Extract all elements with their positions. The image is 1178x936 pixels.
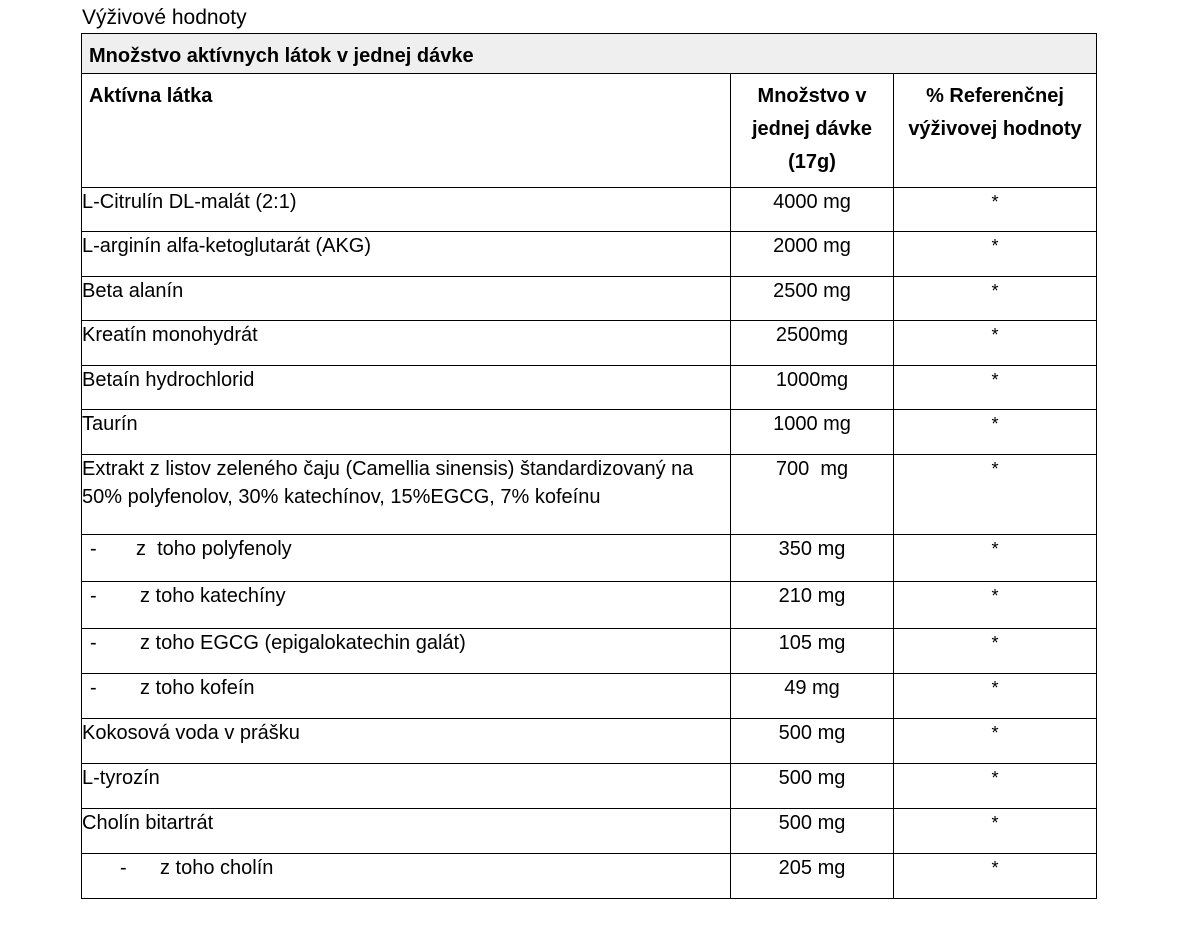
table-row: [82, 277, 1097, 321]
ingredient-name: z toho kofeín: [140, 677, 255, 699]
ingredient-reference: [894, 719, 1097, 764]
column-header-reference: % Referenčnej výživovej hodnoty: [894, 74, 1097, 188]
reference-value: *: [991, 678, 999, 698]
ingredient-amount: 205 mg: [731, 854, 894, 899]
ingredient-amount: 1000 mg: [731, 410, 894, 455]
table-row: [82, 188, 1097, 232]
reference-value: *: [991, 539, 999, 559]
ingredient-reference: [894, 455, 1097, 535]
table-row: [82, 674, 1097, 719]
ingredient-name: Betaín hydrochlorid: [82, 366, 731, 410]
reference-value: *: [991, 858, 999, 878]
ingredient-reference: [894, 535, 1097, 582]
reference-value: *: [991, 192, 999, 212]
table-row: [82, 366, 1097, 410]
ingredient-amount: 1000mg: [731, 366, 894, 410]
table-row: [82, 809, 1097, 854]
reference-value: *: [991, 633, 999, 653]
table-row: [82, 455, 1097, 535]
table-caption-row: [82, 34, 1097, 74]
ingredient-name-cell: [82, 674, 731, 719]
ingredient-name: Kreatín monohydrát: [82, 321, 731, 366]
sub-item-dash: -: [90, 677, 97, 699]
ingredient-amount: 2500 mg: [731, 277, 894, 321]
ingredient-name-cell: [82, 582, 731, 629]
ingredient-name-cell: [82, 854, 731, 899]
reference-value: *: [991, 325, 999, 345]
ingredient-amount: 2000 mg: [731, 232, 894, 277]
table-row: [82, 582, 1097, 629]
ingredient-name: z toho katechíny: [140, 585, 286, 607]
reference-value: *: [991, 459, 999, 479]
ingredient-reference: [894, 854, 1097, 899]
table-row: [82, 719, 1097, 764]
page-title: Výživové hodnoty: [82, 6, 247, 29]
reference-value: *: [991, 370, 999, 390]
reference-value: *: [991, 281, 999, 301]
ingredient-amount: 210 mg: [731, 582, 894, 629]
ingredient-reference: [894, 188, 1097, 232]
nutrition-table: [81, 33, 1097, 899]
ingredient-amount: 500 mg: [731, 809, 894, 854]
table-row: [82, 321, 1097, 366]
reference-value: *: [991, 723, 999, 743]
ingredient-amount: 4000 mg: [731, 188, 894, 232]
ingredient-name: Taurín: [82, 410, 731, 455]
ingredient-reference: [894, 629, 1097, 674]
ingredient-name: Kokosová voda v prášku: [82, 719, 731, 764]
ingredient-reference: [894, 764, 1097, 809]
ingredient-reference: [894, 321, 1097, 366]
ingredient-name: L-tyrozín: [82, 764, 731, 809]
ingredient-name: Beta alanín: [82, 277, 731, 321]
table-row: [82, 410, 1097, 455]
ingredient-name-cell: [82, 629, 731, 674]
reference-value: *: [991, 586, 999, 606]
ingredient-name: L-arginín alfa-ketoglutarát (AKG): [82, 232, 731, 277]
reference-value: *: [991, 236, 999, 256]
ingredient-name: Extrakt z listov zeleného čaju (Camellia sinensis) štandardizovaný na 50% polyfenolov, 30% katechínov, 15%EGCG, 7% kofeínu: [82, 455, 731, 535]
ingredient-amount: 2500mg: [731, 321, 894, 366]
ingredient-reference: [894, 366, 1097, 410]
ingredient-reference: [894, 674, 1097, 719]
ingredient-amount: 500 mg: [731, 719, 894, 764]
ingredient-reference: [894, 277, 1097, 321]
ingredient-name: z toho cholín: [160, 857, 274, 879]
ingredient-amount: 500 mg: [731, 764, 894, 809]
reference-value: *: [991, 813, 999, 833]
ingredient-name: L-Citrulín DL-malát (2:1): [82, 188, 731, 232]
table-row: [82, 535, 1097, 582]
sub-item-dash: -: [90, 632, 97, 654]
sub-item-dash: -: [120, 857, 127, 879]
ingredient-reference: [894, 410, 1097, 455]
table-caption: Množstvo aktívnych látok v jednej dávke: [82, 34, 1097, 74]
ingredient-name-cell: [82, 535, 731, 582]
column-header-ingredient: Aktívna látka: [82, 74, 731, 188]
ingredient-name: Cholín bitartrát: [82, 809, 731, 854]
reference-value: *: [991, 768, 999, 788]
table-row: [82, 232, 1097, 277]
ingredient-reference: [894, 232, 1097, 277]
ingredient-reference: [894, 582, 1097, 629]
table-row: [82, 629, 1097, 674]
reference-value: *: [991, 414, 999, 434]
sub-item-dash: -: [90, 538, 97, 560]
table-row: [82, 764, 1097, 809]
ingredient-name: z toho polyfenoly: [136, 538, 292, 560]
table-header-row: [82, 74, 1097, 188]
ingredient-name: z toho EGCG (epigalokatechin galát): [140, 632, 466, 654]
column-header-amount: Množstvo v jednej dávke (17g): [731, 74, 894, 188]
ingredient-reference: [894, 809, 1097, 854]
ingredient-amount: 105 mg: [731, 629, 894, 674]
ingredient-amount: 700 mg: [731, 455, 894, 535]
ingredient-amount: 49 mg: [731, 674, 894, 719]
table-row: [82, 854, 1097, 899]
ingredient-amount: 350 mg: [731, 535, 894, 582]
sub-item-dash: -: [90, 585, 97, 607]
